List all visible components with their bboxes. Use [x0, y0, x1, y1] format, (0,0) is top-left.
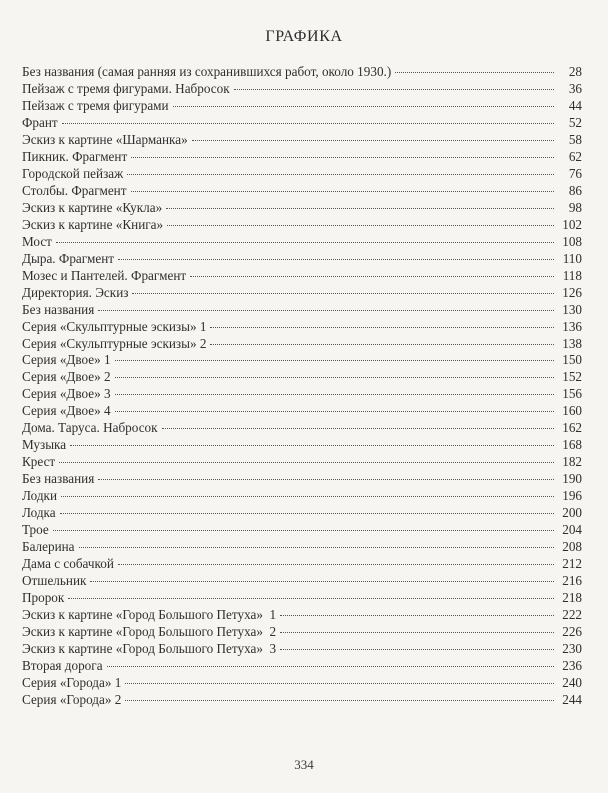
- entry-page: 86: [568, 182, 582, 198]
- entry-title: Крест: [22, 454, 56, 470]
- entry-title: Серия «Двое» 3: [22, 386, 111, 402]
- dot-leader: [131, 191, 555, 192]
- toc-row: [22, 336, 582, 353]
- dot-leader: [115, 394, 554, 395]
- entry-title: Эскиз к картине «Книга»: [22, 216, 164, 232]
- entry-page: 204: [562, 522, 582, 538]
- dot-leader: [132, 293, 554, 294]
- toc-row: [22, 285, 582, 302]
- entry-page: 216: [562, 573, 582, 589]
- dot-leader: [115, 411, 554, 412]
- toc-row: [22, 386, 582, 403]
- entry-page: 136: [562, 318, 582, 334]
- entry-title: Дама с собачкой: [22, 556, 114, 572]
- toc-row: [22, 641, 582, 658]
- entry-page: 218: [562, 590, 582, 606]
- entry-title: Дома. Таруса. Набросок: [22, 420, 158, 436]
- entry-title: Серия «Двое» 2: [22, 369, 111, 385]
- toc-row: [22, 522, 582, 539]
- toc-row: [22, 81, 582, 98]
- toc-row: [22, 98, 582, 115]
- entry-page: 102: [562, 216, 582, 232]
- dot-leader: [190, 276, 554, 277]
- toc-row: [22, 590, 582, 607]
- dot-leader: [118, 259, 554, 260]
- entry-title: Балерина: [22, 539, 75, 555]
- entry-title: Отшельник: [22, 573, 87, 589]
- toc-row: [22, 166, 582, 183]
- table-of-contents: [22, 64, 582, 709]
- page-number: 334: [294, 757, 314, 772]
- dot-leader: [210, 327, 554, 328]
- toc-row: [22, 369, 582, 386]
- entry-title: Городской пейзаж: [22, 165, 124, 181]
- dot-leader: [68, 598, 554, 599]
- entry-page: 236: [562, 657, 582, 673]
- dot-leader: [125, 700, 554, 701]
- entry-page: 98: [568, 199, 582, 215]
- entry-page: 156: [562, 386, 582, 402]
- toc-row: [22, 115, 582, 132]
- entry-page: 182: [562, 454, 582, 470]
- dot-leader: [280, 649, 554, 650]
- entry-title: Мост: [22, 233, 52, 249]
- dot-leader: [61, 496, 554, 497]
- toc-row: [22, 302, 582, 319]
- dot-leader: [210, 344, 554, 345]
- entry-page: 168: [562, 437, 582, 453]
- toc-row: [22, 183, 582, 200]
- toc-row: [22, 352, 582, 369]
- dot-leader: [59, 462, 554, 463]
- toc-row: [22, 64, 582, 81]
- entry-page: 62: [568, 148, 582, 164]
- entry-page: 110: [562, 250, 582, 266]
- entry-page: 160: [562, 403, 582, 419]
- entry-title: Пейзаж с тремя фигурами: [22, 97, 169, 113]
- entry-page: 208: [562, 539, 582, 555]
- toc-row: [22, 268, 582, 285]
- entry-page: 130: [562, 301, 582, 317]
- toc-row: [22, 234, 582, 251]
- dot-leader: [118, 564, 554, 565]
- toc-row: [22, 658, 582, 675]
- entry-title: Эскиз к картине «Город Большого Петуха» 3: [22, 640, 277, 656]
- dot-leader: [107, 666, 554, 667]
- toc-row: [22, 505, 582, 522]
- entry-title: Серия «Двое» 1: [22, 352, 111, 368]
- toc-row: [22, 319, 582, 336]
- dot-leader: [90, 581, 554, 582]
- toc-row: [22, 217, 582, 234]
- entry-page: 200: [562, 505, 582, 521]
- entry-title: Эскиз к картине «Кукла»: [22, 199, 163, 215]
- dot-leader: [234, 89, 554, 90]
- dot-leader: [280, 632, 554, 633]
- dot-leader: [115, 360, 554, 361]
- dot-leader: [166, 208, 554, 209]
- entry-title: Пророк: [22, 590, 65, 606]
- entry-page: 52: [568, 114, 582, 130]
- entry-page: 76: [568, 165, 582, 181]
- toc-row: [22, 403, 582, 420]
- entry-title: Столбы. Фрагмент: [22, 182, 127, 198]
- toc-row: [22, 692, 582, 709]
- entry-title: Без названия: [22, 301, 95, 317]
- section-heading: ГРАФИКА: [265, 28, 343, 45]
- entry-page: 226: [562, 623, 582, 639]
- toc-row: [22, 556, 582, 573]
- entry-title: Музыка: [22, 437, 67, 453]
- dot-leader: [56, 242, 554, 243]
- entry-page: 222: [562, 607, 582, 622]
- entry-page: 240: [562, 674, 582, 690]
- entry-page: 190: [562, 471, 582, 487]
- dot-leader: [60, 513, 554, 514]
- entry-title: Пейзаж с тремя фигурами. Набросок: [22, 80, 230, 96]
- dot-leader: [395, 72, 554, 73]
- entry-page: 162: [562, 420, 582, 436]
- entry-page: 138: [562, 335, 582, 351]
- entry-title: Серия «Города» 1: [22, 674, 122, 690]
- toc-row: [22, 488, 582, 505]
- entry-title: Дыра. Фрагмент: [22, 250, 115, 266]
- entry-title: Серия «Скульптурные эскизы» 2: [22, 335, 207, 351]
- dot-leader: [53, 530, 554, 531]
- entry-page: 28: [568, 64, 582, 79]
- entry-page: 230: [562, 640, 582, 656]
- toc-row: [22, 471, 582, 488]
- toc-row: [22, 675, 582, 692]
- entry-title: Эскиз к картине «Город Большого Петуха» 2: [22, 623, 277, 639]
- dot-leader: [115, 377, 554, 378]
- entry-title: Лодки: [22, 488, 58, 504]
- entry-page: 36: [568, 80, 582, 96]
- entry-title: Без названия: [22, 471, 95, 487]
- entry-title: Пикник. Фрагмент: [22, 148, 128, 164]
- toc-row: [22, 539, 582, 556]
- dot-leader: [167, 225, 554, 226]
- entry-title: Серия «Скульптурные эскизы» 1: [22, 318, 207, 334]
- toc-row: [22, 251, 582, 268]
- entry-title: Трое: [22, 522, 49, 538]
- toc-row: [22, 454, 582, 471]
- dot-leader: [98, 479, 554, 480]
- entry-page: 150: [562, 352, 582, 368]
- toc-row: [22, 420, 582, 437]
- entry-title: Вторая дорога: [22, 657, 103, 673]
- entry-page: 126: [562, 284, 582, 300]
- entry-page: 58: [568, 131, 582, 147]
- dot-leader: [131, 157, 554, 158]
- entry-page: 196: [562, 488, 582, 504]
- toc-row: [22, 149, 582, 166]
- entry-page: 244: [562, 691, 582, 707]
- dot-leader: [70, 445, 554, 446]
- entry-title: Серия «Двое» 4: [22, 403, 111, 419]
- dot-leader: [173, 106, 554, 107]
- entry-page: 118: [562, 267, 582, 283]
- toc-row: [22, 437, 582, 454]
- entry-title: Эскиз к картине «Шарманка»: [22, 131, 188, 147]
- entry-title: Франт: [22, 114, 58, 130]
- entry-page: 212: [562, 556, 582, 572]
- entry-page: 152: [562, 369, 582, 385]
- toc-row: [22, 132, 582, 149]
- dot-leader: [162, 428, 554, 429]
- entry-title: Директория. Эскиз: [22, 284, 129, 300]
- toc-row: [22, 200, 582, 217]
- entry-title: Лодка: [22, 505, 56, 521]
- toc-row: [22, 624, 582, 641]
- entry-page: 108: [562, 233, 582, 249]
- dot-leader: [62, 123, 554, 124]
- dot-leader: [125, 683, 554, 684]
- entry-page: 44: [568, 97, 582, 113]
- dot-leader: [127, 174, 554, 175]
- toc-row: [22, 573, 582, 590]
- dot-leader: [192, 140, 554, 141]
- dot-leader: [98, 310, 554, 311]
- dot-leader: [79, 547, 554, 548]
- entry-title: Эскиз к картине «Город Большого Петуха» 1: [22, 607, 277, 622]
- entry-title: Серия «Города» 2: [22, 691, 122, 707]
- entry-title: Мозес и Пантелей. Фрагмент: [22, 267, 187, 283]
- entry-title: Без названия (самая ранняя из сохранившихся работ, около 1930.): [22, 64, 392, 79]
- dot-leader: [280, 615, 554, 616]
- toc-row: [22, 607, 582, 624]
